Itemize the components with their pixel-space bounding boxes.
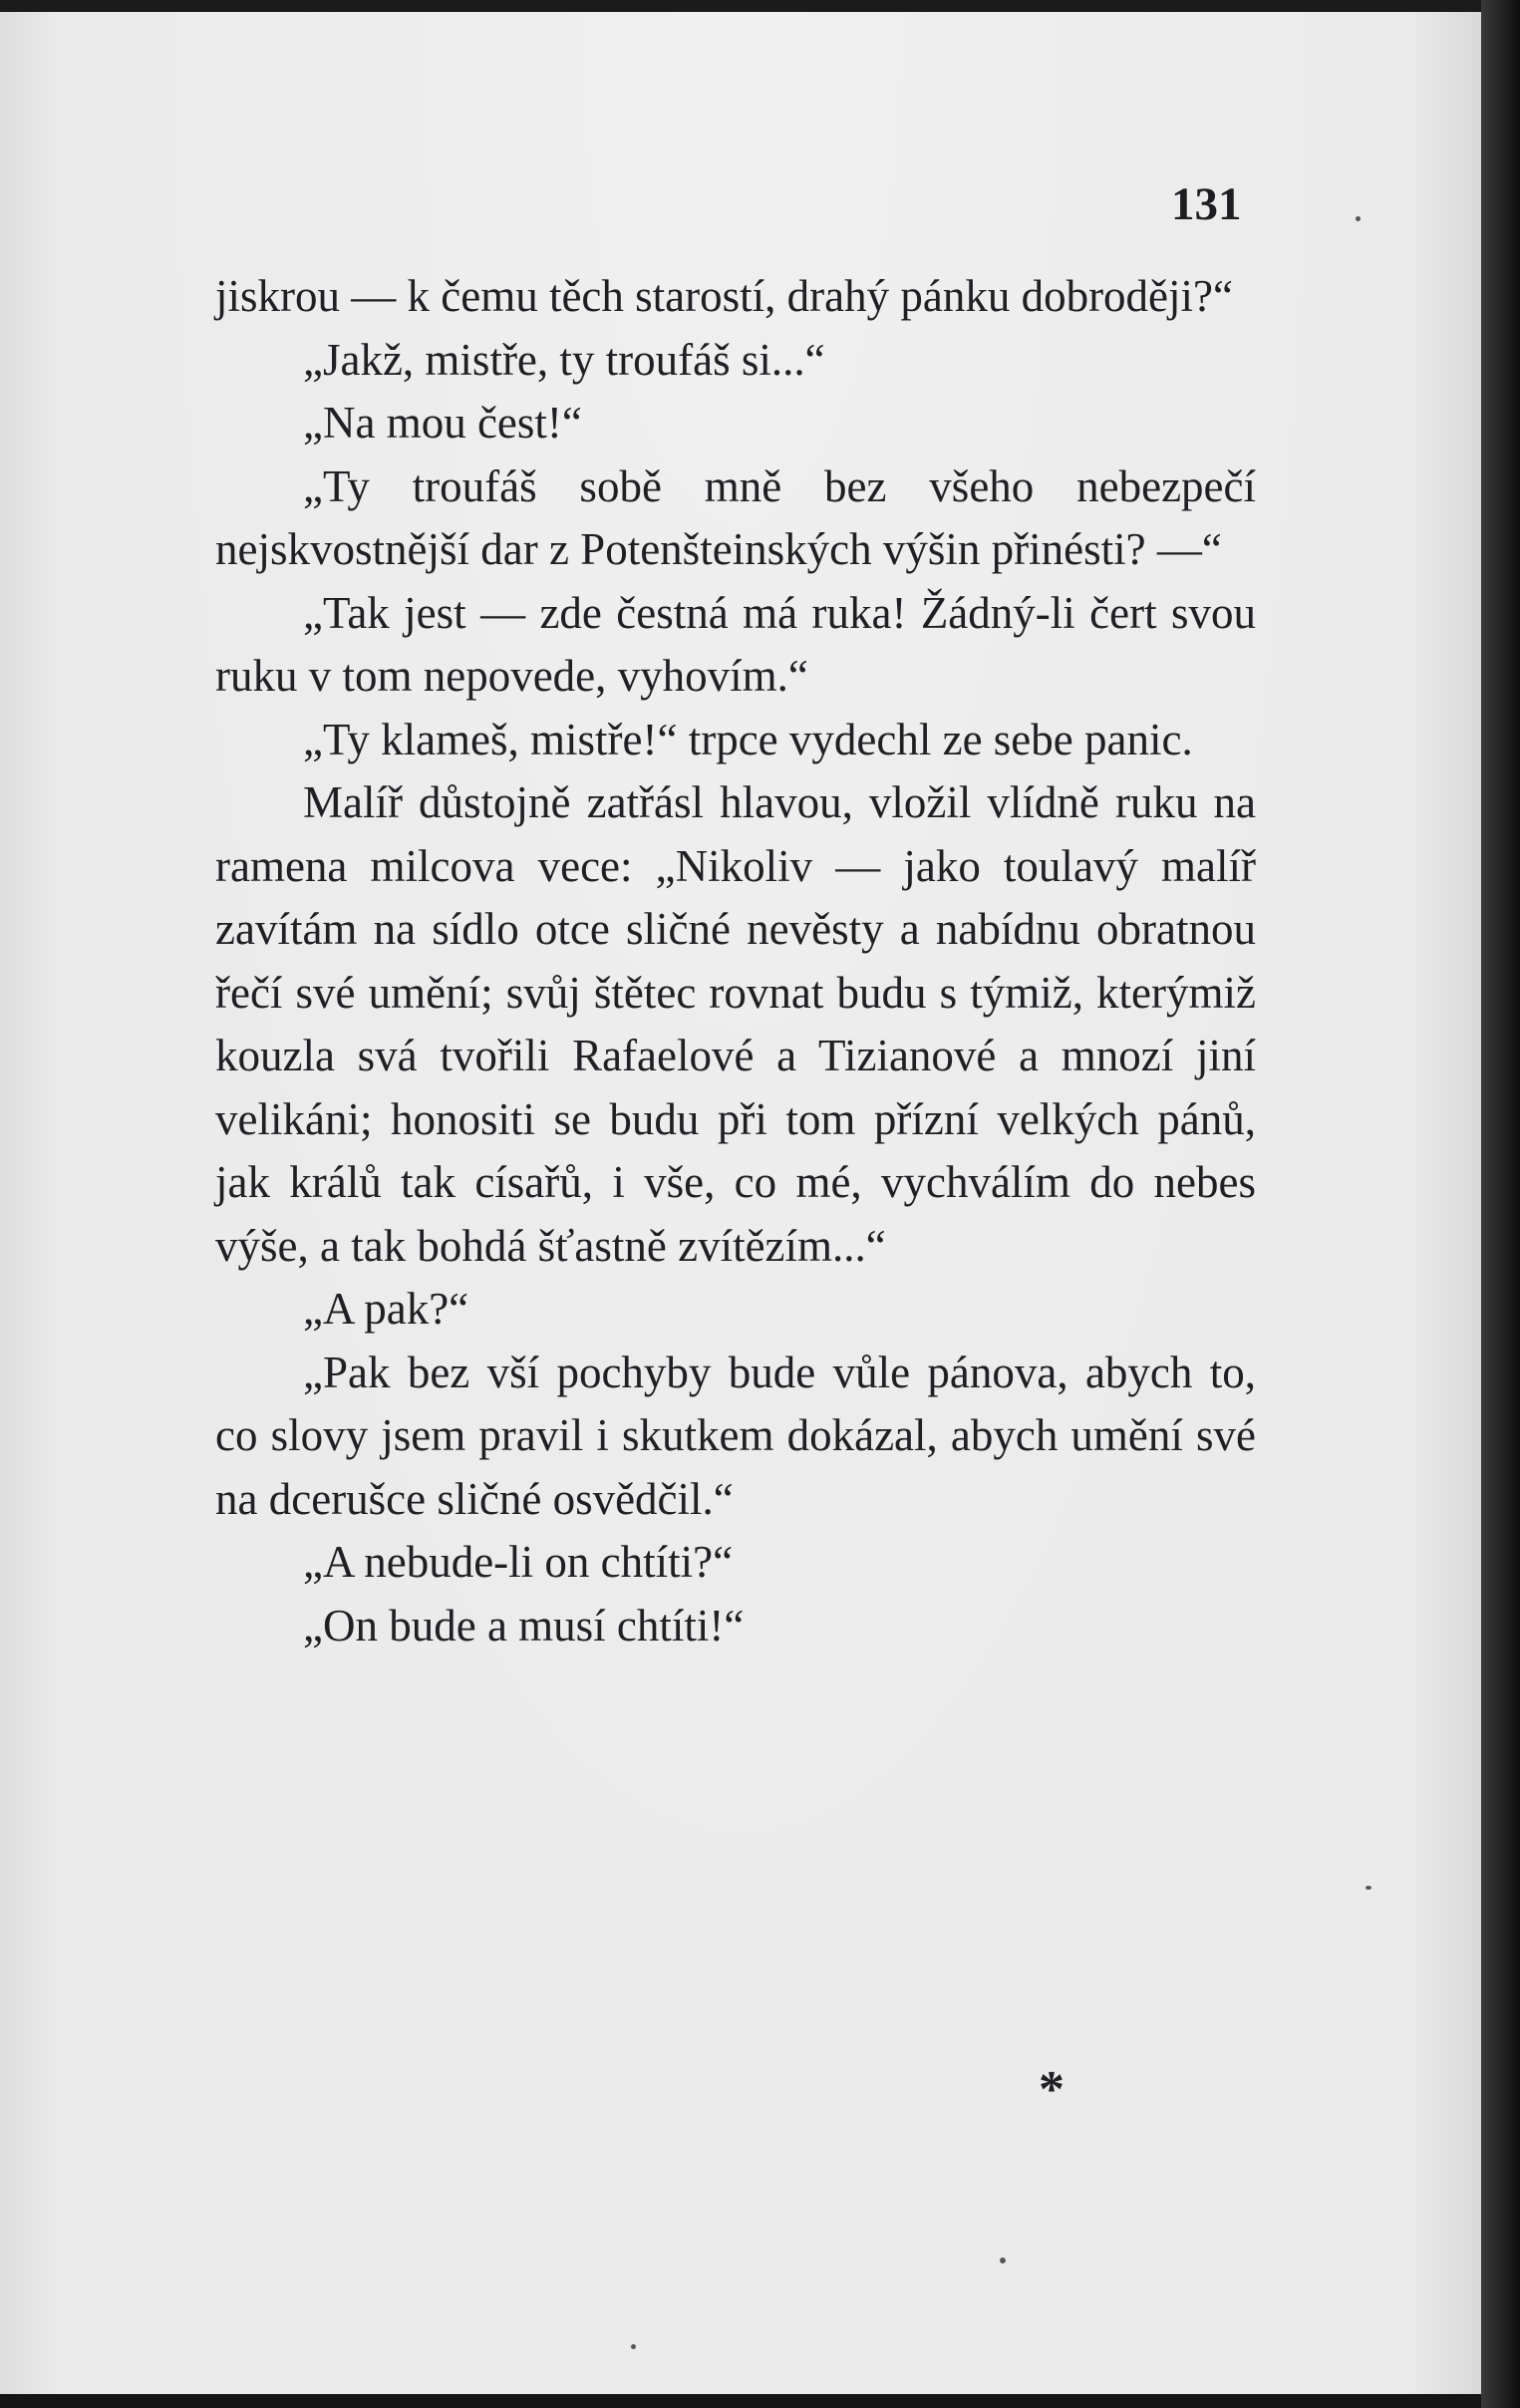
body-text bbox=[215, 265, 1256, 1657]
book-page bbox=[0, 12, 1481, 2394]
paragraph-6: „Ty klameš, mistře!“ trpce vydechl ze sebe panic. bbox=[303, 714, 1193, 764]
paragraph-10: „A nebude-li on chtíti?“ bbox=[303, 1537, 734, 1587]
paragraph-7: Malíř důstojně zatřásl hlavou, vložil vlídně ruku na ramena milcova vece: „Nikoliv — jako toulavý malíř zavítám na sídlo otce sličné nevěsty a nabídnu obratnou řečí své umění; svůj štětec rovnat budu s týmiž, kterýmiž kouzla svá tvořili Rafaelové a Tizianové a mnozí jiní velikáni; honositi se budu při tom přízní velkých pánů, jak králů tak císařů, i vše, co mé, vychválím do nebes výše, a tak bohdá šťastně zvítězím...“ bbox=[215, 777, 1256, 1271]
paragraph-8: „A pak?“ bbox=[303, 1284, 469, 1334]
scan-speck bbox=[1366, 1886, 1371, 1890]
scan-top-edge bbox=[0, 0, 1520, 12]
paragraph-11: „On bude a musí chtíti!“ bbox=[303, 1600, 745, 1651]
paragraph-9: „Pak bez vší pochyby bude vůle pánova, abych to, co slovy jsem pravil i skutkem dokázal, abych umění své na dcerušce sličné osvědčil.“ bbox=[215, 1347, 1256, 1524]
scan-right-edge bbox=[1481, 0, 1520, 2408]
scan-speck bbox=[1000, 2258, 1006, 2263]
paragraph-2: „Jakž, mistře, ty troufáš si...“ bbox=[303, 334, 825, 385]
paragraph-3: „Na mou čest!“ bbox=[303, 398, 582, 448]
paragraph-4: „Ty troufáš sobě mně bez všeho nebezpečí nejskvostnější dar z Potenšteinských výšin přinésti? —“ bbox=[215, 460, 1256, 574]
scan-speck bbox=[1356, 216, 1361, 221]
scan-speck bbox=[631, 2344, 636, 2349]
paragraph-1: jiskrou — k čemu těch starostí, drahý pánku dobroději?“ bbox=[215, 271, 1233, 321]
page-number: 131 bbox=[1171, 178, 1242, 230]
paragraph-5: „Tak jest — zde čestná má ruka! Žádný-li čert svou ruku v tom nepovede, vyhovím.“ bbox=[215, 587, 1256, 701]
section-break-asterisk: * bbox=[1039, 2061, 1064, 2118]
